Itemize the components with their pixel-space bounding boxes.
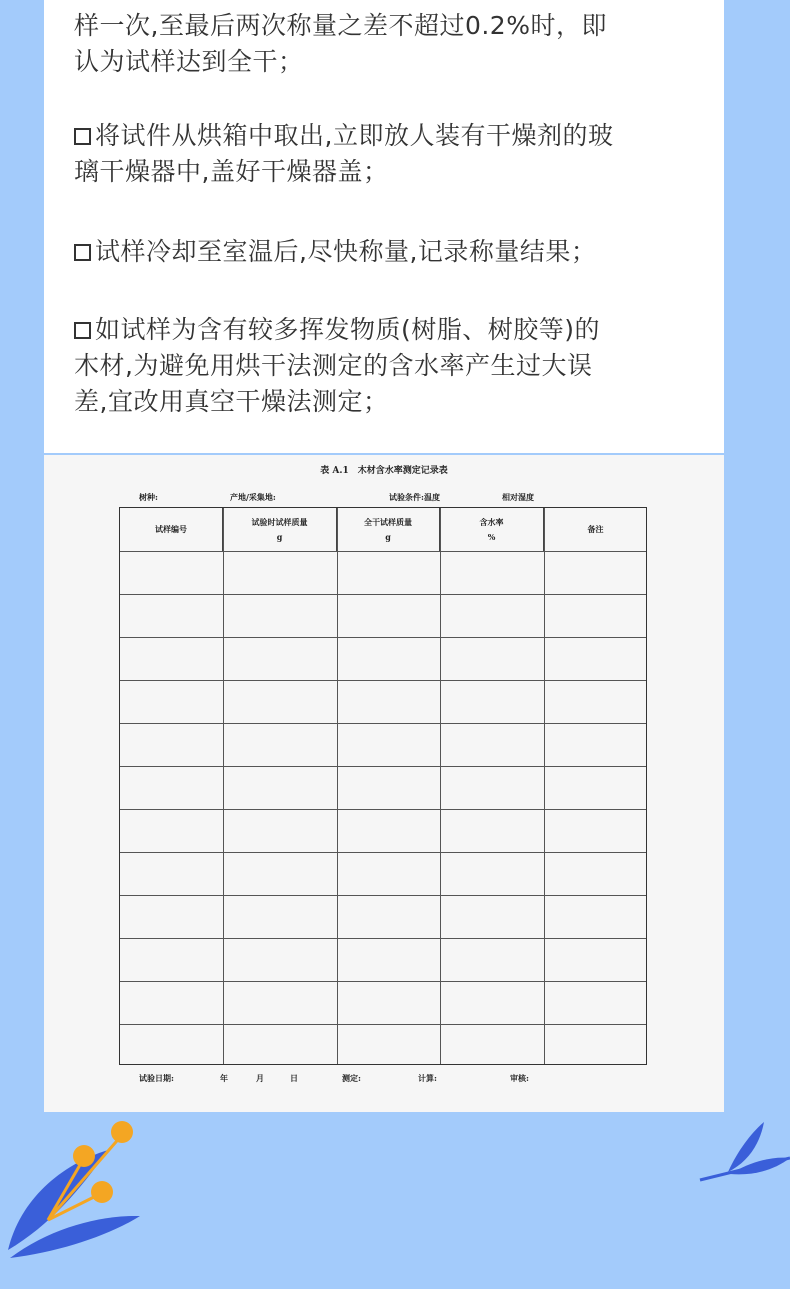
table-row-line bbox=[120, 895, 646, 896]
paragraph-2 bbox=[74, 118, 694, 190]
footer-date: 试验日期: bbox=[139, 1073, 174, 1083]
leaf-branch-right-icon bbox=[700, 1122, 790, 1180]
line: 认为试样达到全干； bbox=[74, 47, 304, 76]
table-row-line bbox=[120, 981, 646, 982]
line: 木材,为避免用烘干法测定的含水率产生过大误 bbox=[74, 351, 593, 380]
table-column-line bbox=[223, 508, 224, 1064]
line-text: 如试样为含有较多挥发物质(树脂、树胶等)的 bbox=[95, 315, 601, 344]
checkbox-icon bbox=[74, 128, 91, 145]
footer-month: 月 bbox=[256, 1073, 264, 1083]
header-moisture bbox=[440, 508, 544, 551]
meta-origin: 产地/采集地: bbox=[230, 492, 276, 502]
record-table-scan bbox=[44, 455, 724, 1112]
line bbox=[74, 118, 694, 154]
line-text: 试样冷却至室温后,尽快称量,记录称量结果； bbox=[95, 237, 597, 266]
table-column-line bbox=[337, 508, 338, 1064]
header-label: 试验时试样质量 bbox=[251, 516, 308, 527]
line: 样一次,至最后两次称量之差不超过0.2%时，即 bbox=[74, 11, 607, 40]
text-card bbox=[44, 0, 724, 453]
table-column-line bbox=[544, 508, 545, 1064]
checkbox-icon bbox=[74, 322, 91, 339]
line: 差,宜改用真空干燥法测定； bbox=[74, 387, 389, 416]
header-dry-mass bbox=[337, 508, 440, 551]
line bbox=[74, 312, 694, 348]
header-unit: g bbox=[276, 531, 283, 542]
meta-humidity: 相对湿度 bbox=[502, 492, 534, 502]
berry-icon bbox=[73, 1121, 133, 1203]
table-row-line bbox=[120, 680, 646, 681]
header-label: 试样编号 bbox=[155, 524, 187, 534]
table-row-line bbox=[120, 594, 646, 595]
checkbox-icon bbox=[74, 244, 91, 261]
table-row-line bbox=[120, 766, 646, 767]
paragraph-1 bbox=[74, 8, 694, 80]
header-unit: % bbox=[487, 531, 496, 542]
decoration bbox=[0, 1110, 790, 1289]
meta-species: 树种: bbox=[139, 492, 158, 502]
header-unit: g bbox=[385, 531, 391, 542]
header-label: 含水率 bbox=[479, 516, 504, 527]
footer-review: 审核: bbox=[510, 1073, 529, 1083]
record-table bbox=[119, 507, 647, 1065]
header-label: 全干试样质量 bbox=[364, 516, 412, 527]
line: 璃干燥器中,盖好干燥器盖； bbox=[74, 157, 389, 186]
line bbox=[74, 234, 694, 270]
footer-day: 日 bbox=[290, 1073, 298, 1083]
table-title: 表 A.1 木材含水率测定记录表 bbox=[320, 466, 448, 476]
table-row-line bbox=[120, 723, 646, 724]
header-label: 备注 bbox=[587, 524, 604, 534]
header-sample-id bbox=[120, 508, 223, 551]
table-row-line bbox=[120, 1024, 646, 1025]
footer-calc: 计算: bbox=[418, 1073, 437, 1083]
table-row-line bbox=[120, 852, 646, 853]
meta-condition: 试验条件:温度 bbox=[389, 492, 440, 502]
footer-tester: 测定: bbox=[342, 1073, 361, 1083]
line-text: 将试件从烘箱中取出,立即放人装有干燥剂的玻 bbox=[95, 121, 614, 150]
paragraph-3 bbox=[74, 234, 694, 270]
table-row-line bbox=[120, 809, 646, 810]
table-row-line bbox=[120, 551, 646, 552]
header-remarks bbox=[544, 508, 647, 551]
table-row-line bbox=[120, 938, 646, 939]
table-column-line bbox=[440, 508, 441, 1064]
table-row-line bbox=[120, 637, 646, 638]
paragraph-4 bbox=[74, 312, 694, 420]
header-test-mass bbox=[223, 508, 337, 551]
footer-year: 年 bbox=[220, 1073, 228, 1083]
